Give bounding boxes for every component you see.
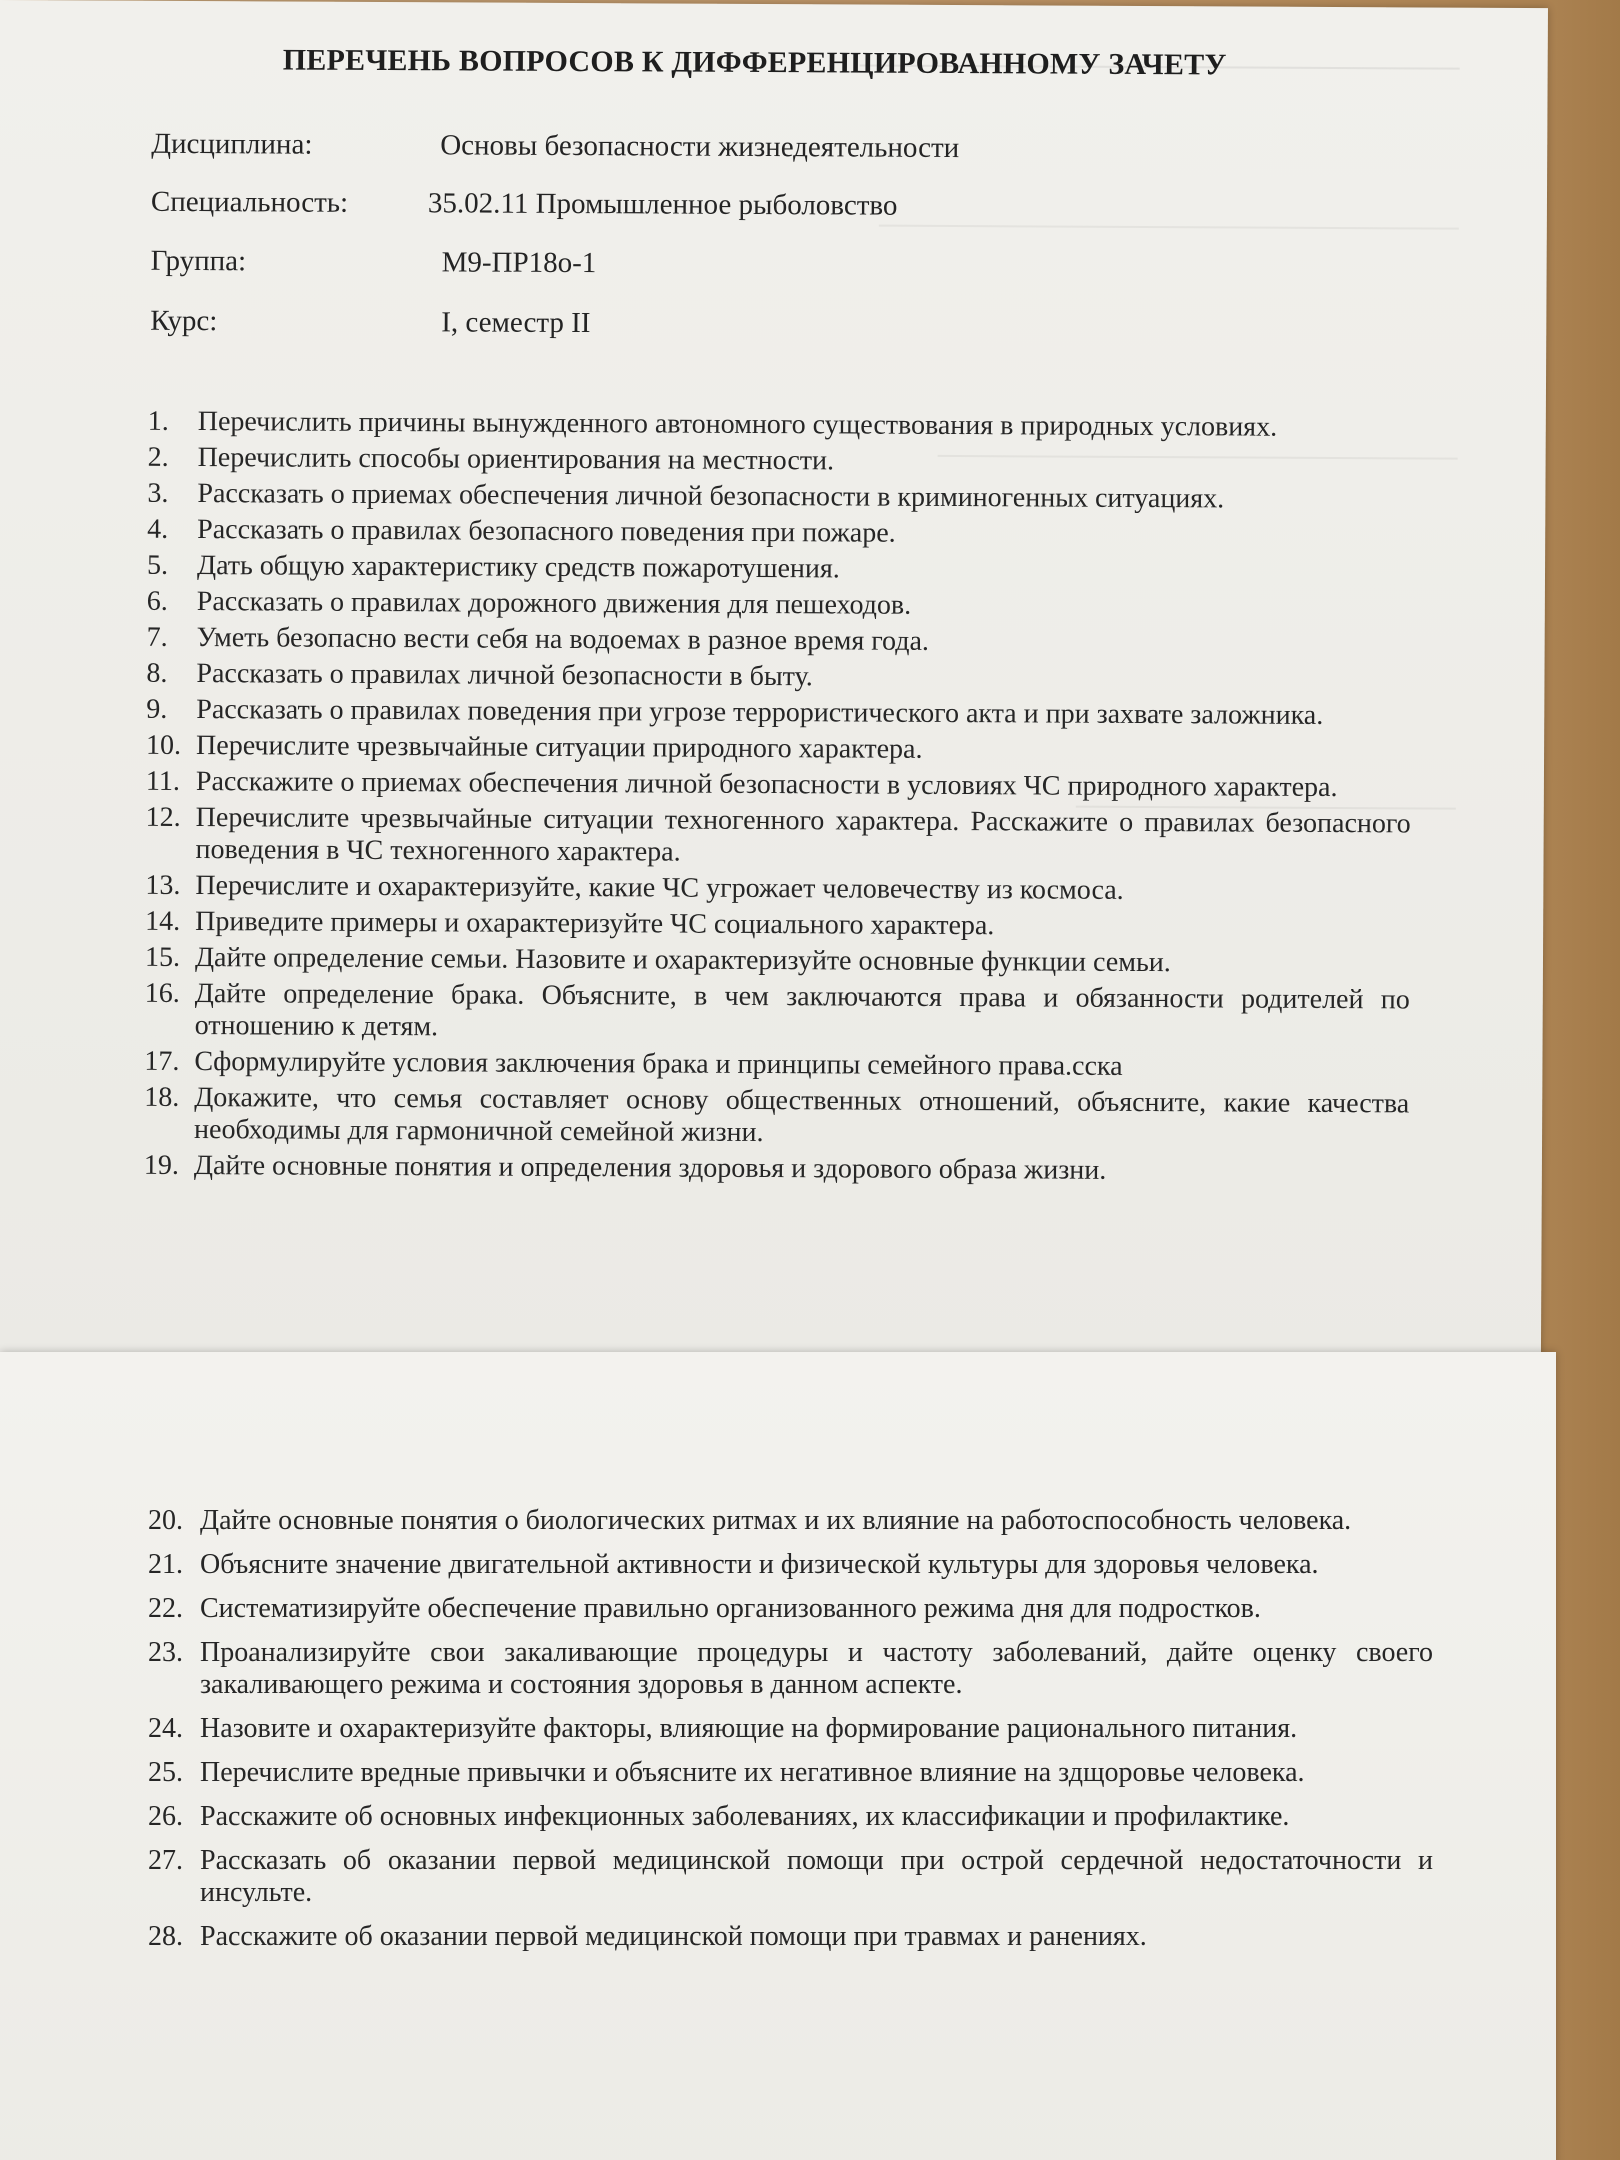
question-list-top xyxy=(144,406,1413,1193)
meta-row-discipline xyxy=(151,124,959,168)
question-item xyxy=(148,1549,1433,1581)
question-number: 4. xyxy=(147,513,169,545)
question-text: Рассказать о правилах поведения при угрозе террористического акта и при захвате заложника. xyxy=(196,694,1324,731)
question-item xyxy=(145,942,1410,981)
question-item xyxy=(147,550,1412,589)
question-item xyxy=(145,906,1410,945)
meta-label: Специальность: xyxy=(150,185,349,219)
meta-row-group xyxy=(151,241,597,283)
question-text: Расскажите о приемах обеспечения личной безопасности в условиях ЧС природного характера. xyxy=(195,766,1338,804)
question-number: 6. xyxy=(146,585,168,617)
question-item xyxy=(146,766,1411,805)
question-item xyxy=(148,1801,1433,1833)
question-item xyxy=(147,586,1412,625)
question-item xyxy=(144,1082,1409,1153)
question-item xyxy=(147,478,1412,517)
question-number: 26. xyxy=(148,1801,183,1832)
question-text: Рассказать об оказании первой медицинской помощи при острой сердечной недостаточности и инсульте. xyxy=(200,1845,1433,1908)
question-item xyxy=(148,1593,1433,1625)
question-number: 22. xyxy=(148,1593,183,1624)
meta-value: I, семестр II xyxy=(441,306,591,340)
question-number: 15. xyxy=(144,941,181,973)
question-text: Расскажите об оказании первой медицинской помощи при травмах и ранениях. xyxy=(200,1921,1147,1952)
question-text: Дайте основные понятия и определения здоровья и здорового образа жизни. xyxy=(193,1150,1107,1186)
question-number: 14. xyxy=(145,905,181,937)
question-text: Дайте основные понятия о биологических ритмах и их влияние на работоспособность человека. xyxy=(200,1505,1352,1536)
question-list-bottom xyxy=(148,1505,1433,1965)
question-number: 2. xyxy=(147,441,169,473)
meta-label: Курс: xyxy=(150,304,218,338)
meta-value: 35.02.11 Промышленное рыболовство xyxy=(427,187,898,222)
question-number: 20. xyxy=(148,1505,183,1536)
question-item xyxy=(148,1845,1433,1909)
question-text: Перечислите вредные привычки и объясните их негативное влияние на здщоровье человека. xyxy=(200,1757,1305,1788)
question-text: Назовите и охарактеризуйте факторы, влияющие на формирование рационального питания. xyxy=(200,1713,1298,1744)
question-text: Перечислите чрезвычайные ситуации природного характера. xyxy=(196,730,923,765)
question-text: Расскажите об основных инфекционных заболеваниях, их классификации и профилактике. xyxy=(200,1801,1290,1832)
question-item xyxy=(148,406,1413,445)
question-item xyxy=(146,658,1411,697)
question-text: Перечислить причины вынужденного автономного существования в природных условиях. xyxy=(197,406,1278,443)
page-sheet-bottom xyxy=(0,1352,1556,2160)
meta-value: М9-ПР18о-1 xyxy=(441,246,597,280)
question-number: 7. xyxy=(146,621,168,653)
question-text: Систематизируйте обеспечение правильно организованного режима дня для подростков. xyxy=(200,1593,1261,1624)
question-number: 18. xyxy=(144,1081,180,1113)
question-number: 13. xyxy=(145,869,181,901)
question-item xyxy=(147,514,1412,553)
question-number: 23. xyxy=(148,1637,183,1668)
question-number: 5. xyxy=(146,549,169,581)
question-number: 8. xyxy=(146,657,168,689)
question-number: 1. xyxy=(147,405,169,437)
question-text: Объясните значение двигательной активности и физической культуры для здоровья человека. xyxy=(200,1549,1319,1580)
meta-row-course xyxy=(150,301,590,343)
question-number: 25. xyxy=(148,1757,183,1788)
question-number: 11. xyxy=(145,765,180,797)
question-item xyxy=(144,1150,1409,1189)
question-item xyxy=(145,870,1410,909)
question-item xyxy=(144,1046,1409,1085)
question-item xyxy=(148,442,1413,481)
question-number: 24. xyxy=(148,1713,183,1744)
question-number: 10. xyxy=(146,729,182,761)
meta-row-specialty xyxy=(151,182,898,226)
show-through-decoration xyxy=(879,205,1459,230)
meta-label: Группа: xyxy=(150,244,247,278)
question-text: Перечислите и охарактеризуйте, какие ЧС угрожает человечеству из космоса. xyxy=(195,870,1124,906)
question-number: 27. xyxy=(148,1845,183,1876)
question-text: Проанализируйте свои закаливающие процедуры и частоту заболеваний, дайте оценку своего закаливающего режима и состояния здоровья в данном аспекте. xyxy=(200,1637,1433,1700)
question-text: Дать общую характеристику средств пожаротушения. xyxy=(196,550,840,585)
question-text: Уметь безопасно вести себя на водоемах в разное время года. xyxy=(196,622,930,657)
question-item xyxy=(146,694,1411,733)
meta-label: Дисциплина: xyxy=(151,127,313,161)
meta-value: Основы безопасности жизнедеятельности xyxy=(440,129,960,165)
question-text: Приведите примеры и охарактеризуйте ЧС социального характера. xyxy=(195,906,995,942)
background-shadow xyxy=(1556,0,1620,2160)
question-item xyxy=(148,1505,1433,1537)
question-number: 17. xyxy=(144,1045,180,1077)
question-text: Рассказать о правилах дорожного движения для пешеходов. xyxy=(196,586,912,621)
question-text: Перечислить способы ориентирования на местности. xyxy=(197,442,835,477)
question-item xyxy=(148,1713,1433,1745)
question-text: Докажите, что семья составляет основу общественных отношений, объясните, какие качества необходимы для гармоничной семейной жизни. xyxy=(194,1082,1410,1149)
question-item xyxy=(148,1637,1433,1701)
question-item xyxy=(148,1921,1433,1953)
question-number: 9. xyxy=(146,693,168,725)
question-number: 16. xyxy=(144,977,180,1009)
question-text: Сформулируйте условия заключения брака и принципы семейного права.сска xyxy=(194,1046,1123,1082)
question-text: Перечислите чрезвычайные ситуации техногенного характера. Расскажите о правилах безопасного поведения в ЧС техногенного характера. xyxy=(195,802,1411,868)
question-text: Дайте определение брака. Объясните, в чем заключаются права и обязанности родителей по отношению к детям. xyxy=(194,978,1410,1043)
question-text: Дайте определение семьи. Назовите и охарактеризуйте основные функции семьи. xyxy=(194,942,1171,979)
document-title: ПЕРЕЧЕНЬ ВОПРОСОВ К ДИФФЕРЕНЦИРОВАННОМУ ЗАЧЕТУ xyxy=(282,43,1227,82)
question-number: 21. xyxy=(148,1549,183,1580)
question-item xyxy=(145,978,1410,1049)
question-number: 3. xyxy=(147,477,169,509)
question-item xyxy=(148,1757,1433,1789)
question-item xyxy=(147,622,1412,661)
question-text: Рассказать о правилах безопасного поведения при пожаре. xyxy=(197,514,896,549)
question-number: 28. xyxy=(148,1921,183,1952)
question-item xyxy=(146,730,1411,769)
question-text: Рассказать о правилах личной безопасности в быту. xyxy=(196,658,813,693)
question-number: 12. xyxy=(145,801,181,833)
question-text: Рассказать о приемах обеспечения личной безопасности в криминогенных ситуациях. xyxy=(197,478,1225,515)
question-item xyxy=(145,802,1410,873)
question-number: 19. xyxy=(143,1149,179,1181)
